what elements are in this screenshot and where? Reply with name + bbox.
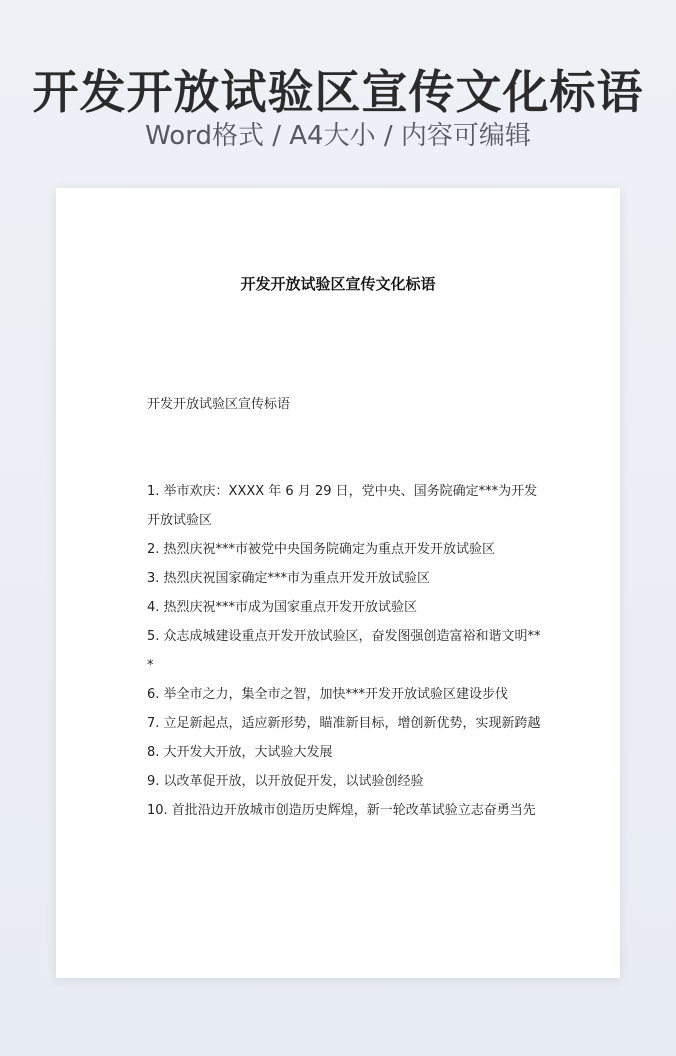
slogan-item-7: 7. 立足新起点，适应新形势，瞄准新目标，增创新优势，实现新跨越 (147, 716, 541, 731)
slogan-item-2: 2. 热烈庆祝***市被党中央国务院确定为重点开发开放试验区 (147, 542, 496, 557)
slogan-item-8: 8. 大开发大开放，大试验大发展 (147, 745, 333, 760)
slogan-list (147, 477, 541, 825)
slogan-item-4: 4. 热烈庆祝***市成为国家重点开发开放试验区 (147, 600, 418, 615)
slogan-item-9: 9. 以改革促开放，以开放促开发，以试验创经验 (147, 774, 424, 789)
slogan-item-6: 6. 举全市之力，集全市之智，加快***开发开放试验区建设步伐 (147, 687, 509, 702)
slogan-item-1: 1. 举市欢庆：XXXX 年 6 月 29 日，党中央、国务院确定***为开发开放试验区 (147, 484, 538, 528)
slogan-item-3: 3. 热烈庆祝国家确定***市为重点开发开放试验区 (147, 571, 431, 586)
document-title: 开发开放试验区宣传文化标语 (240, 275, 436, 293)
slogan-item-10: 10. 首批沿边开放城市创造历史辉煌，新一轮改革试验立志奋勇当先 (147, 803, 536, 818)
banner-title: 开发开放试验区宣传文化标语 (32, 65, 644, 119)
document-subtitle: 开发开放试验区宣传标语 (147, 397, 291, 412)
banner-subtitle: Word格式 / A4大小 / 内容可编辑 (145, 121, 531, 151)
document-page (56, 188, 620, 978)
slogan-item-5: 5. 众志成城建设重点开发开放试验区，奋发图强创造富裕和谐文明*** (147, 629, 541, 673)
